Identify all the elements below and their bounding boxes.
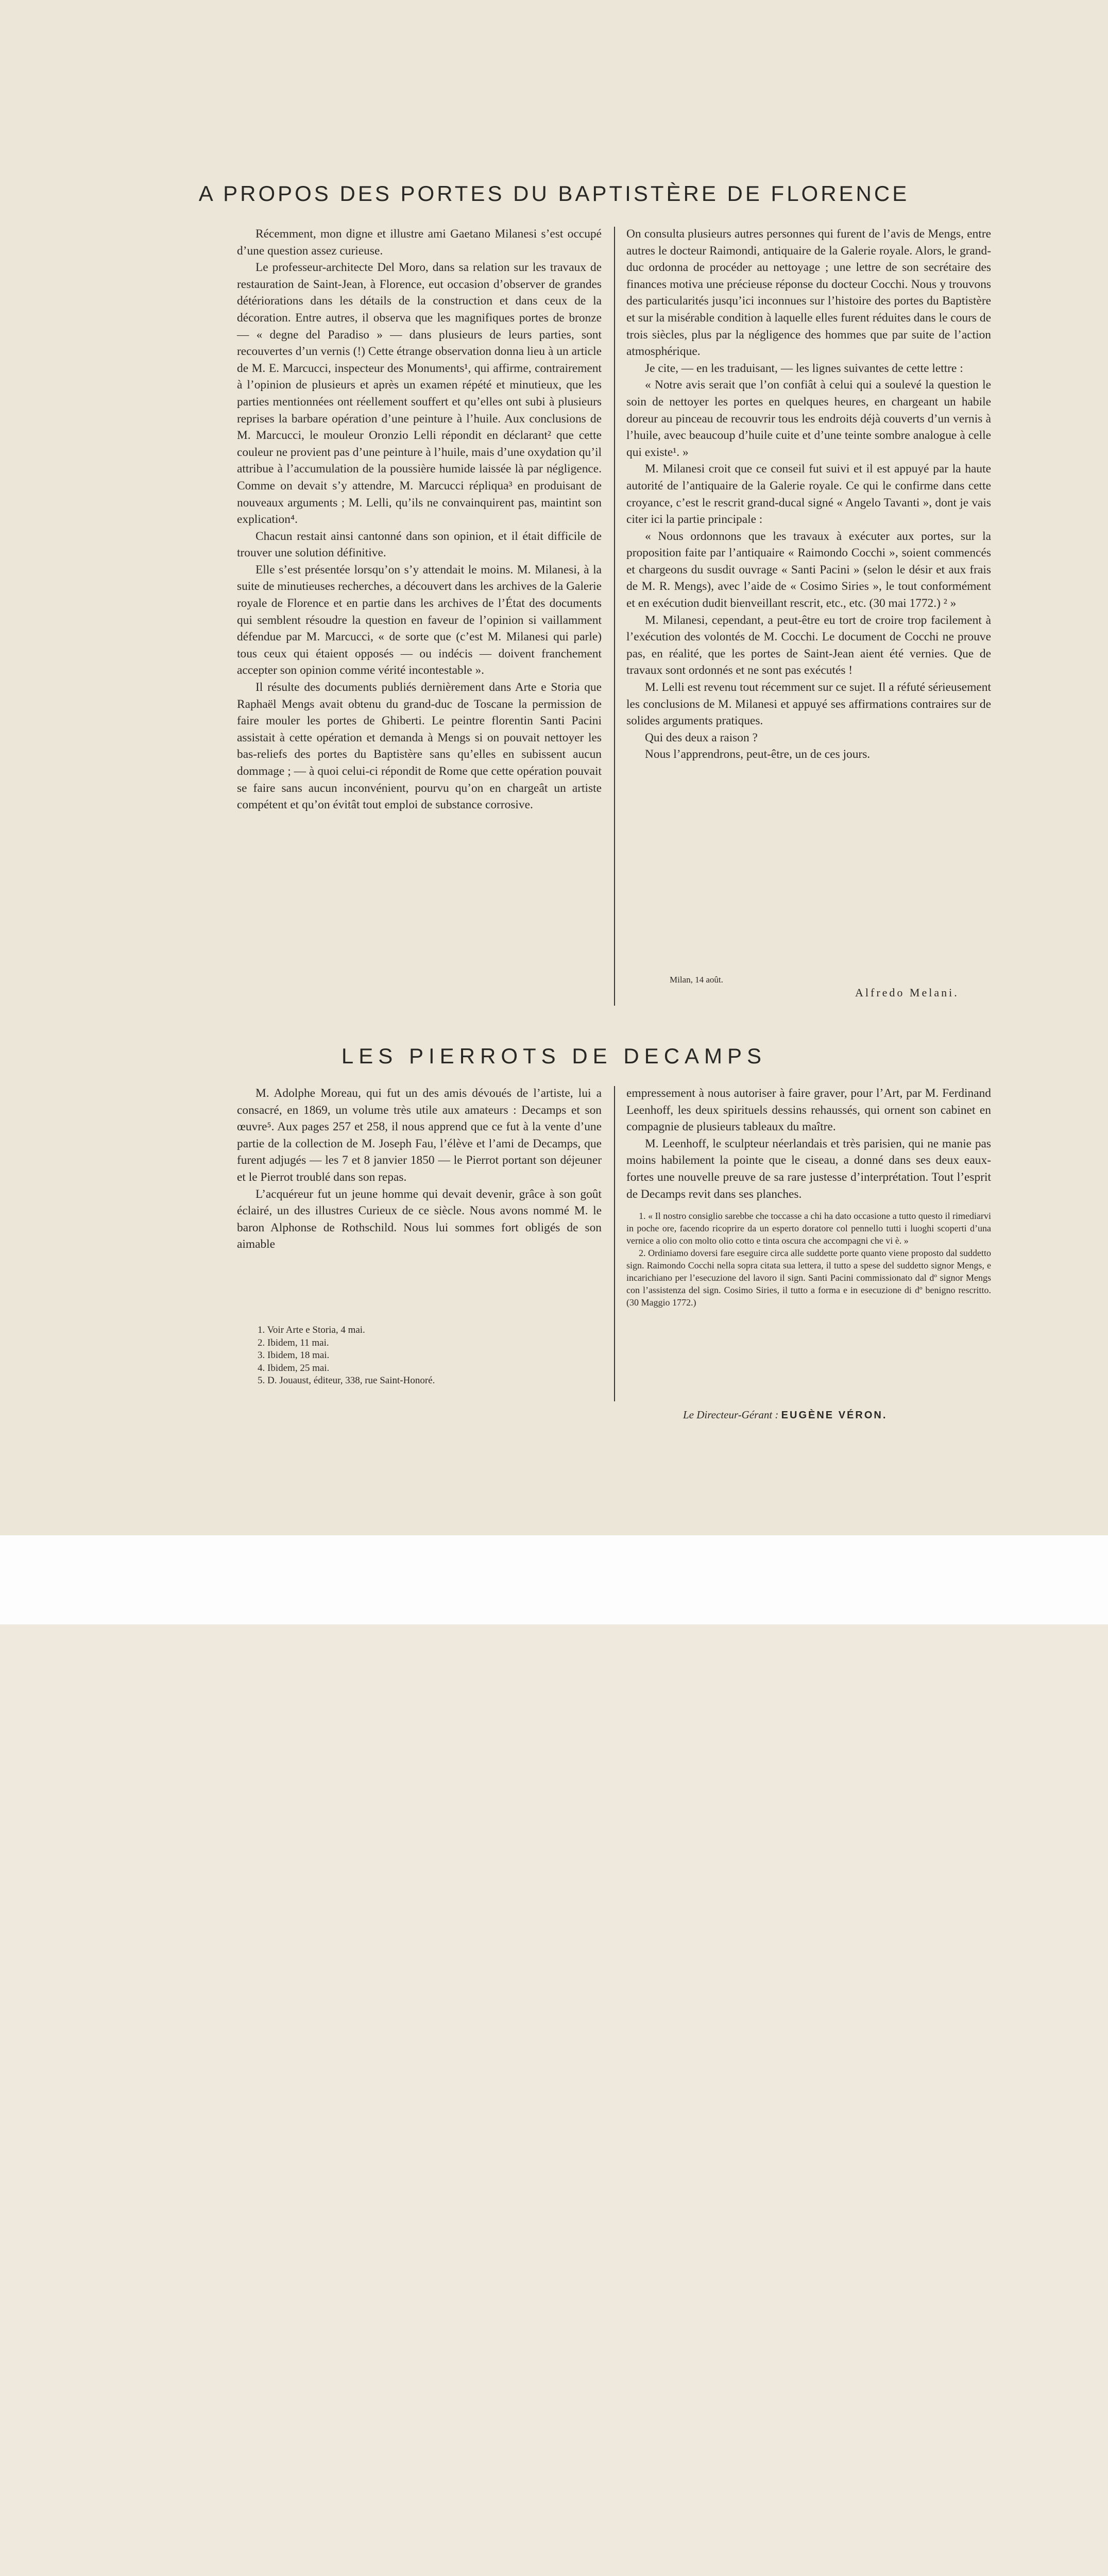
paragraph: On consulta plusieurs autres personnes qui furent de l’avis de Mengs, entre autres le docteur Raimondi, antiquaire de la Galerie royale. Alors, le grand-duc ordonna de procéder au nettoyage ; une lettre de son secrétaire des finances motiva une précieuse réponse du docteur Cocchi. Nous y trouvons des particularités jusqu’ici inconnues sur l’histoire des portes du Baptistère et sur la misérable condition à laquelle elles furent réduites dans le cours de trois siècles, plus par la négligence des hommes que par suite de l’action atmosphérique. <box>626 227 991 359</box>
paragraph: Chacun restait ainsi cantonné dans son opinion, et il était difficile de trouver une solution définitive. <box>237 529 602 560</box>
footnotes <box>626 1210 991 1309</box>
director-name: EUGÈNE VÉRON. <box>781 1410 888 1421</box>
paragraph: « Notre avis serait que l’on confiât à celui qui a soulevé la question le soin de nettoyer les portes en quelques heures, en chargeant un habile doreur au pinceau de recouvrir tous les endroits déjà couverts d’un vernis à l’huile, avec beaucoup d’huile cuite et d’une teinte sombre analogue à celle qui existe¹. » <box>626 378 991 459</box>
director-line <box>683 1409 887 1421</box>
footnote: 1. « Il nostro consiglio sarebbe che toccasse a chi ha dato occasione a tutto questo il rimediarvi in poche ore, facendo ricoprire da un esperto doratore col pennello tutti i luoghi scoperti d’una vernice a olio con molto olio cotto e tinta oscura che accompagni che vi è. » <box>626 1211 991 1246</box>
paragraph: Elle s’est présentée lorsqu’on s’y attendait le moins. M. Milanesi, à la suite de minutieuses recherches, a découvert dans les archives de la Galerie royale de Florence et en partie dans les archives de l’État des documents qui semblent résoudre la question en faveur de l’opinion si vaillamment défendue par M. Marcucci, « de sorte que (c’est M. Milanesi qui parle) tous ceux qui étaient opposés — ou indécis — doivent franchement accepter son opinion comme vérité incontestable ». <box>237 563 602 677</box>
article-title: LES PIERROTS DE DECAMPS <box>341 1044 767 1068</box>
paragraph: « Nous ordonnons que les travaux à exécuter aux portes, sur la proposition faite par l’antiquaire « Raimondo Cocchi », soient commencés et chargeons du susdit ouvrage « Santi Pacini » (selon le désir et aux frais de M. R. Mengs), avec l’aide de « Cosimo Siries », le tout conformément et en exécution dudit bienveillant rescrit, etc., etc. (30 mai 1772.) ² » <box>626 529 991 611</box>
paragraph: Je cite, — en les traduisant, — les lignes suivantes de cette lettre : <box>645 361 963 375</box>
paragraph: Nous l’apprendrons, peut-être, un de ces jours. <box>645 748 871 761</box>
author-signature: Alfredo Melani. <box>855 986 959 999</box>
paragraph: empressement à nous autoriser à faire graver, pour l’Art, par M. Ferdinand Leenhoff, les deux spirituels dessins rehaussés, qui ornent son cabinet en compagnie de plusieurs tableaux du maître. <box>626 1087 991 1134</box>
footnote: 3. Ibidem, 18 mai. <box>258 1350 330 1361</box>
footnotes <box>258 1324 608 1387</box>
paragraph: Qui des deux a raison ? <box>645 731 758 744</box>
paragraph: L’acquéreur fut un jeune homme qui devait devenir, grâce à son goût éclairé, un des illustres Curieux de ce siècle. Nous avons nommé M. le baron Alphonse de Rothschild. Nous lui sommes fort obligés de son aimable <box>237 1187 602 1251</box>
paragraph: Il résulte des documents publiés dernièrement dans Arte e Storia que Raphaël Mengs avait obtenu du grand-duc de Toscane la permission de faire mouler les portes de Ghiberti. Le peintre florentin Santi Pacini assistait à cette opération et demanda à Mengs si on pouvait nettoyer les bas-reliefs des portes du Baptistère sans qu’elles en subissent aucun dommage ; — à quoi celui-ci répondit de Rome que cette opération pouvait se faire sans aucun inconvénient, pourvu qu’on en chargeât un artiste compétent et qu’on évitât tout emploi de substance corrosive. <box>237 681 602 812</box>
footnote: 4. Ibidem, 25 mai. <box>258 1362 330 1374</box>
paragraph: M. Milanesi croit que ce conseil fut suivi et il est appuyé par la haute autorité de l’antiquaire de la Galerie royale. Ce qui le confirme dans cette croyance, c’est le rescrit grand-ducal signé « Angelo Tavanti », dont je vais citer ici la partie principale : <box>626 462 991 527</box>
article-left-column <box>237 1085 602 1253</box>
footnote: 1. Voir Arte e Storia, 4 mai. <box>258 1325 365 1335</box>
place-date: Milan, 14 août. <box>670 975 723 985</box>
paragraph: Récemment, mon digne et illustre ami Gaetano Milanesi s’est occupé d’une question assez curieuse. <box>237 227 602 258</box>
paragraph: M. Milanesi, cependant, a peut-être eu tort de croire trop facilement à l’exécution des volontés de M. Cocchi. Le document de Cocchi ne prouve pas, en réalité, que les portes de Saint-Jean aient été vernies. Que de travaux sont ordonnés et ne sont pas exécutés ! <box>626 613 991 677</box>
article-right-column <box>626 226 991 763</box>
article-left-column <box>237 226 602 814</box>
footnote: 5. D. Jouaust, éditeur, 338, rue Saint-Honoré. <box>258 1375 435 1386</box>
paragraph: M. Lelli est revenu tout récemment sur ce sujet. Il a réfuté sérieusement les conclusions de M. Milanesi et appuyé ses affirmations contraires sur de solides arguments pratiques. <box>626 681 991 728</box>
footnote: 2. Ibidem, 11 mai. <box>258 1337 329 1348</box>
paragraph: M. Adolphe Moreau, qui fut un des amis dévoués de l’artiste, lui a consacré, en 1869, un volume très utile aux amateurs : Decamps et son œuvre⁵. Aux pages 257 et 258, il nous apprend que ce fut à la vente d’une partie de la collection de M. Joseph Fau, l’élève et l’ami de Decamps, que furent adjugés — les 7 et 8 janvier 1850 — le Pierrot portant son déjeuner et le Pierrot troublé dans son repas. <box>237 1087 602 1184</box>
footer-bar <box>0 1535 1108 1624</box>
article-right-column <box>626 1085 991 1309</box>
column-divider <box>614 227 615 1006</box>
director-label: Le Directeur-Gérant : <box>683 1409 779 1421</box>
column-divider <box>614 1086 615 1401</box>
article-title: A PROPOS DES PORTES DU BAPTISTÈRE DE FLORENCE <box>198 181 910 206</box>
paragraph: Le professeur-architecte Del Moro, dans sa relation sur les travaux de restauration de Saint-Jean, à Florence, eut occasion d’observer de grandes détériorations dans les détails de la construction et dans ceux de la décoration. Entre autres, il observa que les magnifiques portes de bronze — « degne del Paradiso » — dans plusieurs de leurs parties, sont recouvertes d’un vernis (!) Cette étrange observation donna lieu à un article de M. E. Marcucci, inspecteur des Monuments¹, qui affirme, contrairement à l’opinion de plusieurs et après un examen répété et minutieux, que les parties mentionnées ont réellement souffert et qu’elles ont subi à plusieurs reprises la barbare opération d’une peinture à l’huile. Aux conclusions de M. Marcucci, le mouleur Oronzio Lelli répondit en déclarant² que cette couleur ne provient pas d’une peinture à l’huile, mais d’une oxydation qu’il attribue à l’accumulation de la poussière humide laissée là par négligence. Comme on devait s’y attendre, M. Marcucci répliqua³ en produisant de nouveaux arguments ; M. Lelli, qu’ils ne convainquirent pas, maintint son explication⁴. <box>237 261 602 527</box>
paragraph: M. Leenhoff, le sculpteur néerlandais et très parisien, qui ne manie pas moins habilement la pointe que le ciseau, a donné dans ses deux eaux-fortes une nouvelle preuve de sa rare justesse d’interprétation. Tout l’esprit de Decamps revit dans ses planches. <box>626 1137 991 1201</box>
footnote: 2. Ordiniamo doversi fare eseguire circa alle suddette porte quanto viene proposto dal suddetto sign. Raimondo Cocchi nella sopra citata sua lettera, il tutto a spese del suddetto signor Mengs, e incarichiano per l’esecuzione del lavoro il sign. Santi Pacini commissionato dal dº signor Mengs con l’assistenza del sign. Cosimo Siries, il tutto a forma e in esecuzione di dº benigno rescritto. (30 Maggio 1772.) <box>626 1248 991 1308</box>
